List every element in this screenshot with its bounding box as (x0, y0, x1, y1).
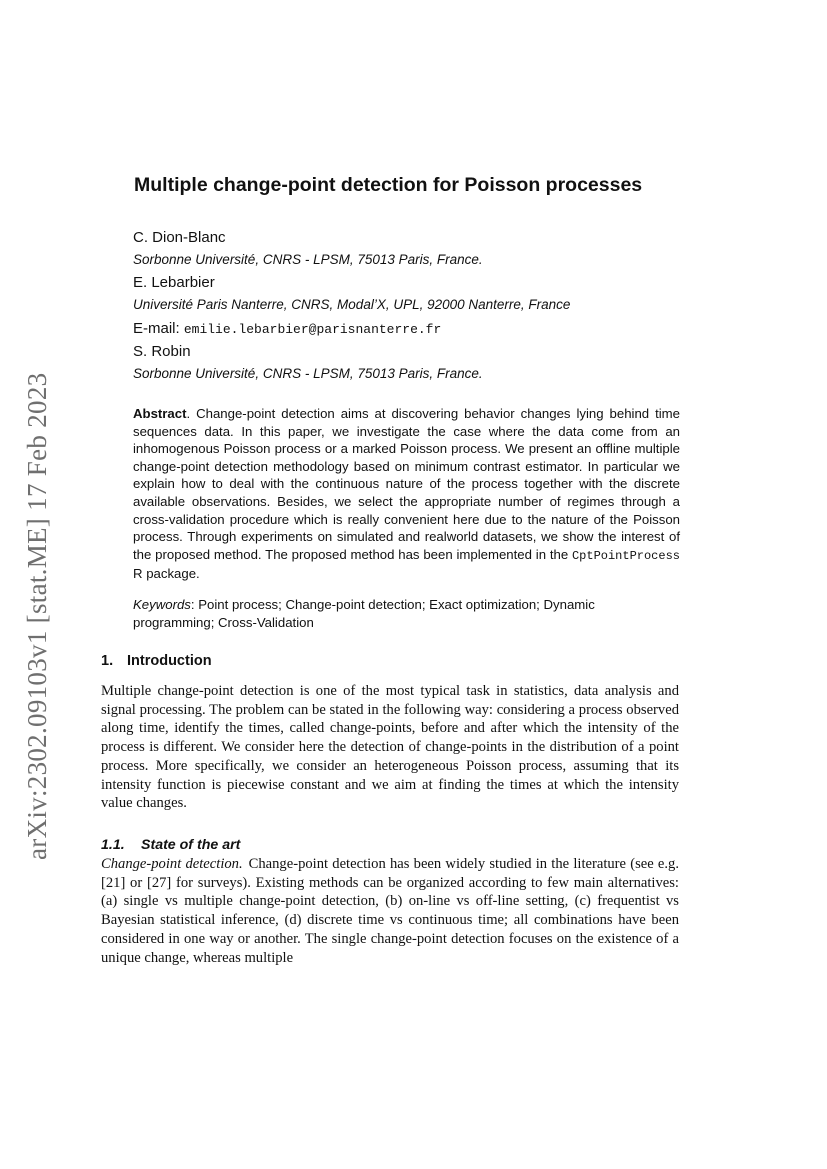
arxiv-identifier-stamp: arXiv:2302.09103v1 [stat.ME] 17 Feb 2023 (22, 372, 52, 860)
author-affiliation: Sorbonne Université, CNRS - LPSM, 75013 Paris, France. (133, 252, 483, 267)
author-name: C. Dion-Blanc (133, 229, 226, 246)
keywords-text: : Point process; Change-point detection; Exact optimization; Dynamic programming; Cross-Validation (133, 597, 595, 630)
section-heading-introduction (101, 653, 212, 669)
section-title: Introduction (127, 653, 212, 669)
email-address[interactable]: emilie.lebarbier@parisnanterre.fr (183, 322, 442, 337)
subsection-title: State of the art (141, 837, 241, 853)
author-name: S. Robin (133, 343, 191, 360)
subsection-number: 1.1. (101, 837, 125, 853)
abstract-tail: R package. (133, 566, 200, 582)
email-label: E-mail: (133, 320, 180, 337)
author-affiliation: Sorbonne Université, CNRS - LPSM, 75013 Paris, France. (133, 366, 483, 381)
abstract-text: . Change-point detection aims at discovering behavior changes lying behind time sequences data. In this paper, we investigate the case where the data come from an inhomogenous Poisson process or a marked Poisson process. We present an offline multiple change-point detection methodology based on minimum contrast estimator. In particular we explain how to deal with the continuous nature of the process together with the discrete available observations. Besides, we select the appropriate number of regimes through a cross-validation procedure which is really convenient here due to the nature of the Poisson process. Through experiments on simulated and realworld datasets, we show the interest of the proposed method. The proposed method has been implemented in the (133, 406, 680, 562)
author-affiliation: Université Paris Nanterre, CNRS, Modal’X, UPL, 92000 Nanterre, France (133, 297, 571, 312)
package-name: CptPointProcess (571, 548, 680, 563)
keywords (133, 596, 648, 631)
abstract (133, 405, 680, 583)
paper-title: Multiple change-point detection for Poisson processes (134, 174, 643, 196)
paragraph-text: Change-point detection has been widely studied in the literature (see e.g. [21] or [27] for surveys). Existing methods can be organized according to few main alternatives: (a) single vs multiple change-point detection, (b) on-line vs off-line setting, (c) frequentist vs Bayesian statistical inference, (d) discrete time vs continuous time; all combinations have been considered in one way or another. The single change-point detection focuses on the existence of a unique change, whereas multiple (101, 856, 680, 966)
keywords-label: Keywords (133, 597, 191, 612)
abstract-label: Abstract (133, 406, 187, 421)
state-of-the-art-paragraph (101, 855, 679, 967)
subsection-heading-state-of-the-art (101, 837, 240, 853)
author-email-line (133, 320, 441, 337)
section-number: 1. (101, 653, 114, 669)
run-in-heading: Change-point detection. (101, 856, 243, 872)
author-name: E. Lebarbier (133, 274, 215, 291)
introduction-paragraph: Multiple change-point detection is one of the most typical task in statistics, data analysis and signal processing. The problem can be stated in the following way: considering a process observed along time, identify the times, called change-points, before and after which the intensity of the process is different. We consider here the detection of change-points in the distribution of a point process. More specifically, we consider an heterogeneous Poisson process, assuming that its intensity function is piecewise constant and we aim at finding the times at which the intensity value changes. (101, 683, 679, 812)
